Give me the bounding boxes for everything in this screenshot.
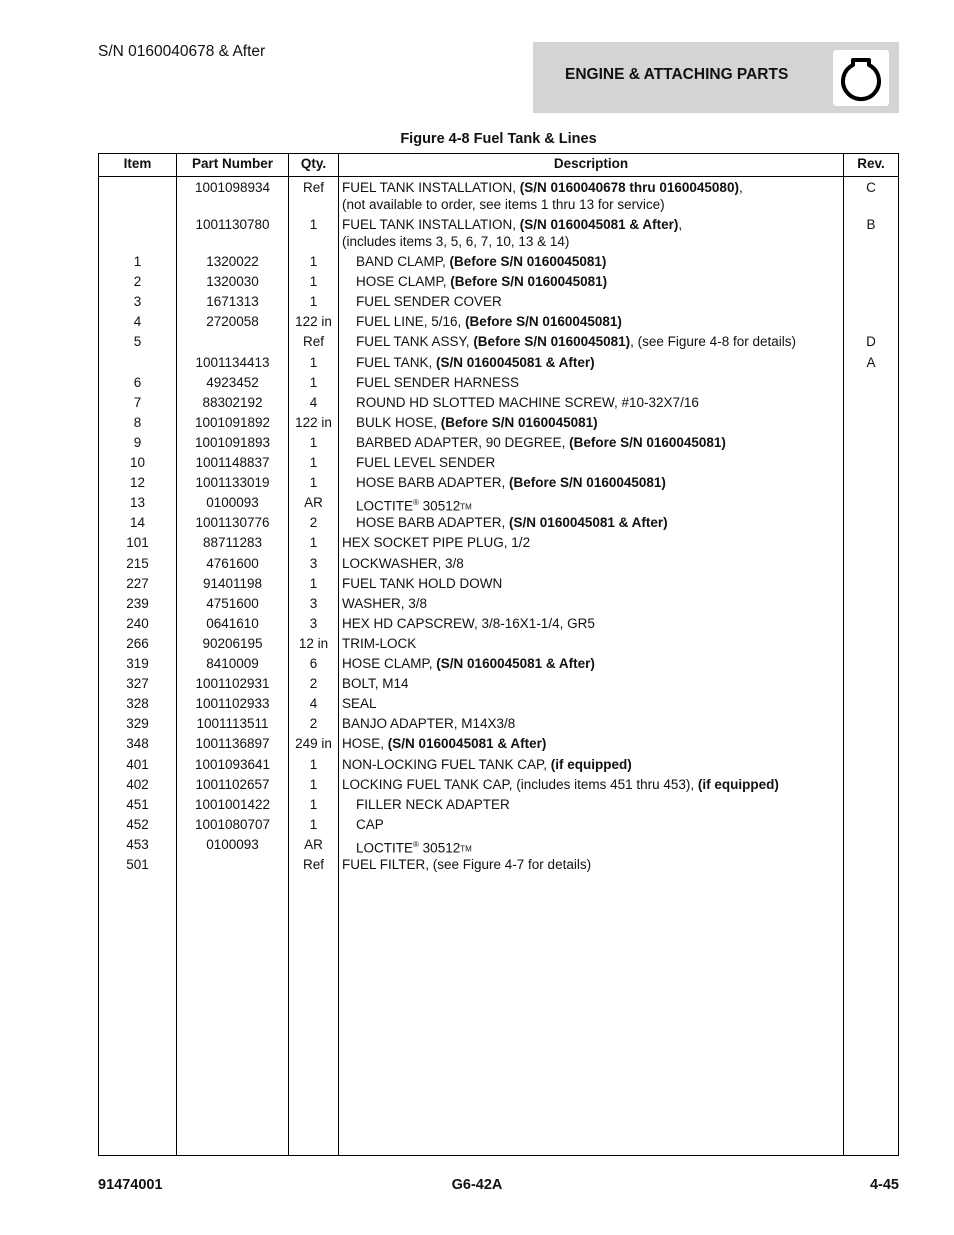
description-segment: 30512 <box>418 840 461 856</box>
description-segment: BULK HOSE, <box>356 414 441 430</box>
description-segment: , (see Figure 4-8 for details) <box>630 334 796 350</box>
description-segment: (S/N 0160045081 & After) <box>519 217 679 232</box>
description-segment: (if equipped) <box>550 756 632 772</box>
item-number: 402 <box>126 776 149 792</box>
quantity: 1 <box>309 796 318 812</box>
description-segment: (S/N 0160045081 & After) <box>436 354 595 370</box>
quantity: 4 <box>309 394 318 410</box>
description-segment: FUEL SENDER COVER <box>356 294 502 310</box>
item-number: 13 <box>129 495 146 511</box>
quantity: 1 <box>309 374 318 390</box>
description <box>342 179 840 213</box>
quantity: 1 <box>309 254 318 269</box>
item-number: 327 <box>126 676 149 692</box>
item-number: 329 <box>126 716 149 732</box>
quantity: Ref <box>302 334 324 350</box>
quantity: 12 in <box>298 635 329 651</box>
part-number: 4751600 <box>206 595 259 611</box>
part-number: 1001091893 <box>194 434 271 450</box>
description <box>342 555 840 572</box>
quantity: 3 <box>309 595 318 611</box>
item-number: 451 <box>126 796 149 812</box>
description <box>342 534 840 551</box>
item-number: 501 <box>126 857 149 872</box>
description-segment: (Before S/N 0160045081) <box>449 254 607 269</box>
quantity: 2 <box>309 716 318 732</box>
description-segment: HEX SOCKET PIPE PLUG, 1/2 <box>342 535 531 551</box>
item-number: 240 <box>126 615 149 631</box>
item-number: 9 <box>133 434 142 450</box>
description-segment: ROUND HD SLOTTED MACHINE SCREW, #10-32X7/16 <box>356 394 699 410</box>
description-segment: BARBED ADAPTER, 90 DEGREE, <box>356 434 570 450</box>
description <box>342 735 840 752</box>
description-segment: LOCTITE <box>356 840 414 856</box>
figure-title: Figure 4-8 Fuel Tank & Lines <box>400 131 597 147</box>
part-number: 0641610 <box>206 615 259 631</box>
quantity: 1 <box>309 434 318 450</box>
part-number: 90206195 <box>202 635 263 651</box>
description-segment: (Before S/N 0160045081) <box>465 314 622 330</box>
section-title: ENGINE & ATTACHING PARTS <box>565 66 789 83</box>
table-header <box>99 154 898 177</box>
quantity: 1 <box>309 475 318 491</box>
serial-range: S/N 0160040678 & After <box>98 43 266 60</box>
description-segment: ® <box>413 839 419 849</box>
col-header-part-number: Part Number <box>191 156 274 171</box>
quantity: 1 <box>309 354 318 370</box>
description-segment: WASHER, 3/8 <box>342 595 428 611</box>
footer-doc-number: 91474001 <box>98 1177 163 1193</box>
description-segment: LOCKWASHER, 3/8 <box>342 555 464 571</box>
description-segment: 30512 <box>418 498 461 514</box>
section-header <box>533 42 899 113</box>
item-number: 215 <box>126 555 149 571</box>
description-segment: BOLT, M14 <box>342 676 409 692</box>
description-segment: (S/N 0160045081 & After) <box>509 515 668 531</box>
revision: C <box>866 180 876 195</box>
description <box>342 856 840 873</box>
description-segment: (Before S/N 0160045081) <box>440 414 598 430</box>
part-number: 1001134413 <box>195 354 270 370</box>
quantity: 1 <box>309 776 318 792</box>
quantity: Ref <box>302 857 324 872</box>
description-segment: BAND CLAMP, <box>356 254 450 269</box>
quantity: 1 <box>309 217 318 232</box>
part-number: 1001102931 <box>195 676 270 692</box>
description-segment: , <box>678 217 683 232</box>
quantity: 1 <box>309 294 318 310</box>
part-number: 4923452 <box>206 374 259 390</box>
description <box>356 333 854 350</box>
quantity: 6 <box>309 656 318 671</box>
description-segment: HOSE CLAMP, <box>356 274 451 290</box>
description <box>356 494 854 516</box>
footer-page-number: 4-45 <box>869 1177 899 1193</box>
description-segment: BANJO ADAPTER, M14X3/8 <box>342 716 516 732</box>
part-number: 1001080707 <box>194 816 271 832</box>
item-number: 3 <box>133 294 142 310</box>
item-number: 239 <box>126 595 149 611</box>
description <box>342 776 840 793</box>
description <box>342 756 840 773</box>
description <box>342 635 840 652</box>
part-number: 1001102933 <box>195 696 270 712</box>
item-number: 266 <box>126 635 149 651</box>
part-number: 1001093641 <box>194 756 271 772</box>
part-number: 1001130776 <box>195 515 270 531</box>
description-segment: FUEL TANK, <box>356 354 437 370</box>
quantity: 122 in <box>295 314 332 330</box>
description <box>342 675 840 692</box>
description <box>356 394 854 411</box>
description <box>342 575 840 592</box>
quantity: AR <box>304 836 323 852</box>
description <box>356 796 854 813</box>
quantity: 2 <box>309 515 318 531</box>
item-number: 227 <box>126 575 149 591</box>
quantity: 2 <box>309 676 318 692</box>
description-segment: FUEL TANK ASSY, <box>356 334 474 350</box>
quantity: 1 <box>309 455 318 470</box>
quantity: 3 <box>309 615 318 631</box>
description <box>342 595 840 612</box>
quantity: 122 in <box>295 414 332 430</box>
description-note: (includes items 3, 5, 6, 7, 10, 13 & 14) <box>342 234 570 249</box>
item-number: 8 <box>133 414 142 430</box>
item-number: 2 <box>133 274 142 290</box>
item-number: 10 <box>129 455 146 470</box>
description <box>356 474 854 491</box>
quantity: 249 in <box>295 736 332 752</box>
description <box>356 253 854 270</box>
part-number: 1320030 <box>206 274 259 290</box>
engine-icon <box>833 50 889 106</box>
description-segment: (if equipped) <box>697 776 779 792</box>
description-segment: (Before S/N 0160045081) <box>450 274 608 290</box>
description-segment: FUEL SENDER HARNESS <box>356 374 520 390</box>
part-number: 1671313 <box>206 294 259 310</box>
part-number: 1001102657 <box>195 776 270 792</box>
quantity: 1 <box>309 575 318 591</box>
part-number: 88302192 <box>202 394 263 410</box>
item-number: 6 <box>133 374 142 390</box>
description <box>356 434 854 451</box>
description-segment: CAP <box>356 816 384 832</box>
description-segment: TM <box>460 502 472 512</box>
item-number: 453 <box>126 836 149 852</box>
description-segment: NON-LOCKING FUEL TANK CAP, <box>342 756 551 772</box>
revision: A <box>866 354 876 370</box>
revision: B <box>866 217 876 232</box>
quantity: 3 <box>309 555 318 571</box>
part-number: 1001098934 <box>194 180 271 195</box>
part-number: 4761600 <box>206 555 259 571</box>
description-segment: FUEL TANK INSTALLATION, <box>342 180 520 195</box>
item-number: 452 <box>126 816 149 832</box>
item-number: 5 <box>133 334 142 350</box>
description <box>342 216 840 250</box>
quantity: Ref <box>302 180 324 195</box>
description <box>356 454 854 471</box>
part-number: 1001113511 <box>196 716 269 732</box>
quantity: 1 <box>309 535 318 551</box>
col-header-qty: Qty. <box>300 156 327 171</box>
description <box>356 816 854 833</box>
description <box>356 273 854 290</box>
col-header-description: Description <box>553 156 629 171</box>
description <box>342 695 840 712</box>
item-number: 1 <box>133 254 142 269</box>
footer-model: G6-42A <box>451 1177 503 1193</box>
description-segment: (Before S/N 0160045081) <box>473 334 631 350</box>
description-note: (not available to order, see items 1 thru 13 for service) <box>342 197 665 212</box>
item-number: 401 <box>126 756 149 772</box>
part-number: 91401198 <box>202 575 263 591</box>
description <box>342 715 840 732</box>
item-number: 319 <box>126 656 149 671</box>
description-segment: (S/N 0160045081 & After) <box>436 656 595 671</box>
item-number: 12 <box>129 475 146 491</box>
part-number: 1001148837 <box>195 455 270 470</box>
part-number: 1001133019 <box>195 475 270 491</box>
part-number: 0100093 <box>206 495 259 511</box>
description-segment: , <box>738 180 743 195</box>
part-number: 2720058 <box>206 314 259 330</box>
description-segment: HOSE BARB ADAPTER, <box>356 515 510 531</box>
quantity: 1 <box>309 274 318 290</box>
description-segment: (Before S/N 0160045081) <box>569 434 726 450</box>
description <box>356 293 854 310</box>
description-segment: TM <box>460 844 472 854</box>
description-segment: FUEL LINE, 5/16, <box>356 314 466 330</box>
item-number: 348 <box>126 736 149 752</box>
description <box>356 836 854 858</box>
item-number: 7 <box>133 394 142 410</box>
description-segment: FUEL FILTER, (see Figure 4-7 for details) <box>342 857 592 872</box>
quantity: AR <box>304 495 323 511</box>
description-segment: FILLER NECK ADAPTER <box>356 796 510 812</box>
quantity: 4 <box>309 696 318 712</box>
description-segment: (Before S/N 0160045081) <box>509 475 666 491</box>
description-segment: HOSE CLAMP, <box>342 656 437 671</box>
description <box>356 414 854 431</box>
quantity: 1 <box>309 756 318 772</box>
description-segment: SEAL <box>342 696 377 712</box>
description-segment: (S/N 0160040678 thru 0160045080) <box>519 180 739 195</box>
item-number: 4 <box>133 314 142 330</box>
description-segment: FUEL LEVEL SENDER <box>356 455 496 470</box>
description <box>356 354 854 371</box>
part-number: 1001136897 <box>195 736 270 752</box>
description <box>356 313 854 330</box>
parts-table <box>98 153 899 1156</box>
description-segment: LOCKING FUEL TANK CAP, (includes items 451 thru 453), <box>342 776 698 792</box>
description-segment: HOSE, <box>342 736 388 752</box>
description <box>356 374 854 391</box>
description <box>342 615 840 632</box>
description-segment: FUEL TANK INSTALLATION, <box>342 217 520 232</box>
description <box>356 514 854 531</box>
part-number: 1001001422 <box>194 796 271 812</box>
part-number: 88711283 <box>202 535 263 551</box>
part-number: 1001091892 <box>194 414 271 430</box>
part-number: 1320022 <box>206 254 259 269</box>
description-segment: HEX HD CAPSCREW, 3/8-16X1-1/4, GR5 <box>342 615 595 631</box>
item-number: 328 <box>126 696 149 712</box>
part-number: 1001130780 <box>195 217 270 232</box>
part-number: 0100093 <box>206 836 259 852</box>
description-segment: TRIM-LOCK <box>342 635 417 651</box>
item-number: 101 <box>126 535 149 551</box>
item-number: 14 <box>129 515 146 531</box>
part-number: 8410009 <box>206 656 259 671</box>
col-header-rev: Rev. <box>857 156 885 171</box>
description-segment: LOCTITE <box>356 498 414 514</box>
description <box>342 655 840 672</box>
col-header-item: Item <box>123 156 152 171</box>
description-segment: (S/N 0160045081 & After) <box>387 736 547 752</box>
description-segment: FUEL TANK HOLD DOWN <box>342 575 503 591</box>
quantity: 1 <box>309 816 318 832</box>
description-segment: ® <box>413 498 419 508</box>
description-segment: HOSE BARB ADAPTER, <box>356 475 510 491</box>
revision: D <box>866 334 876 350</box>
